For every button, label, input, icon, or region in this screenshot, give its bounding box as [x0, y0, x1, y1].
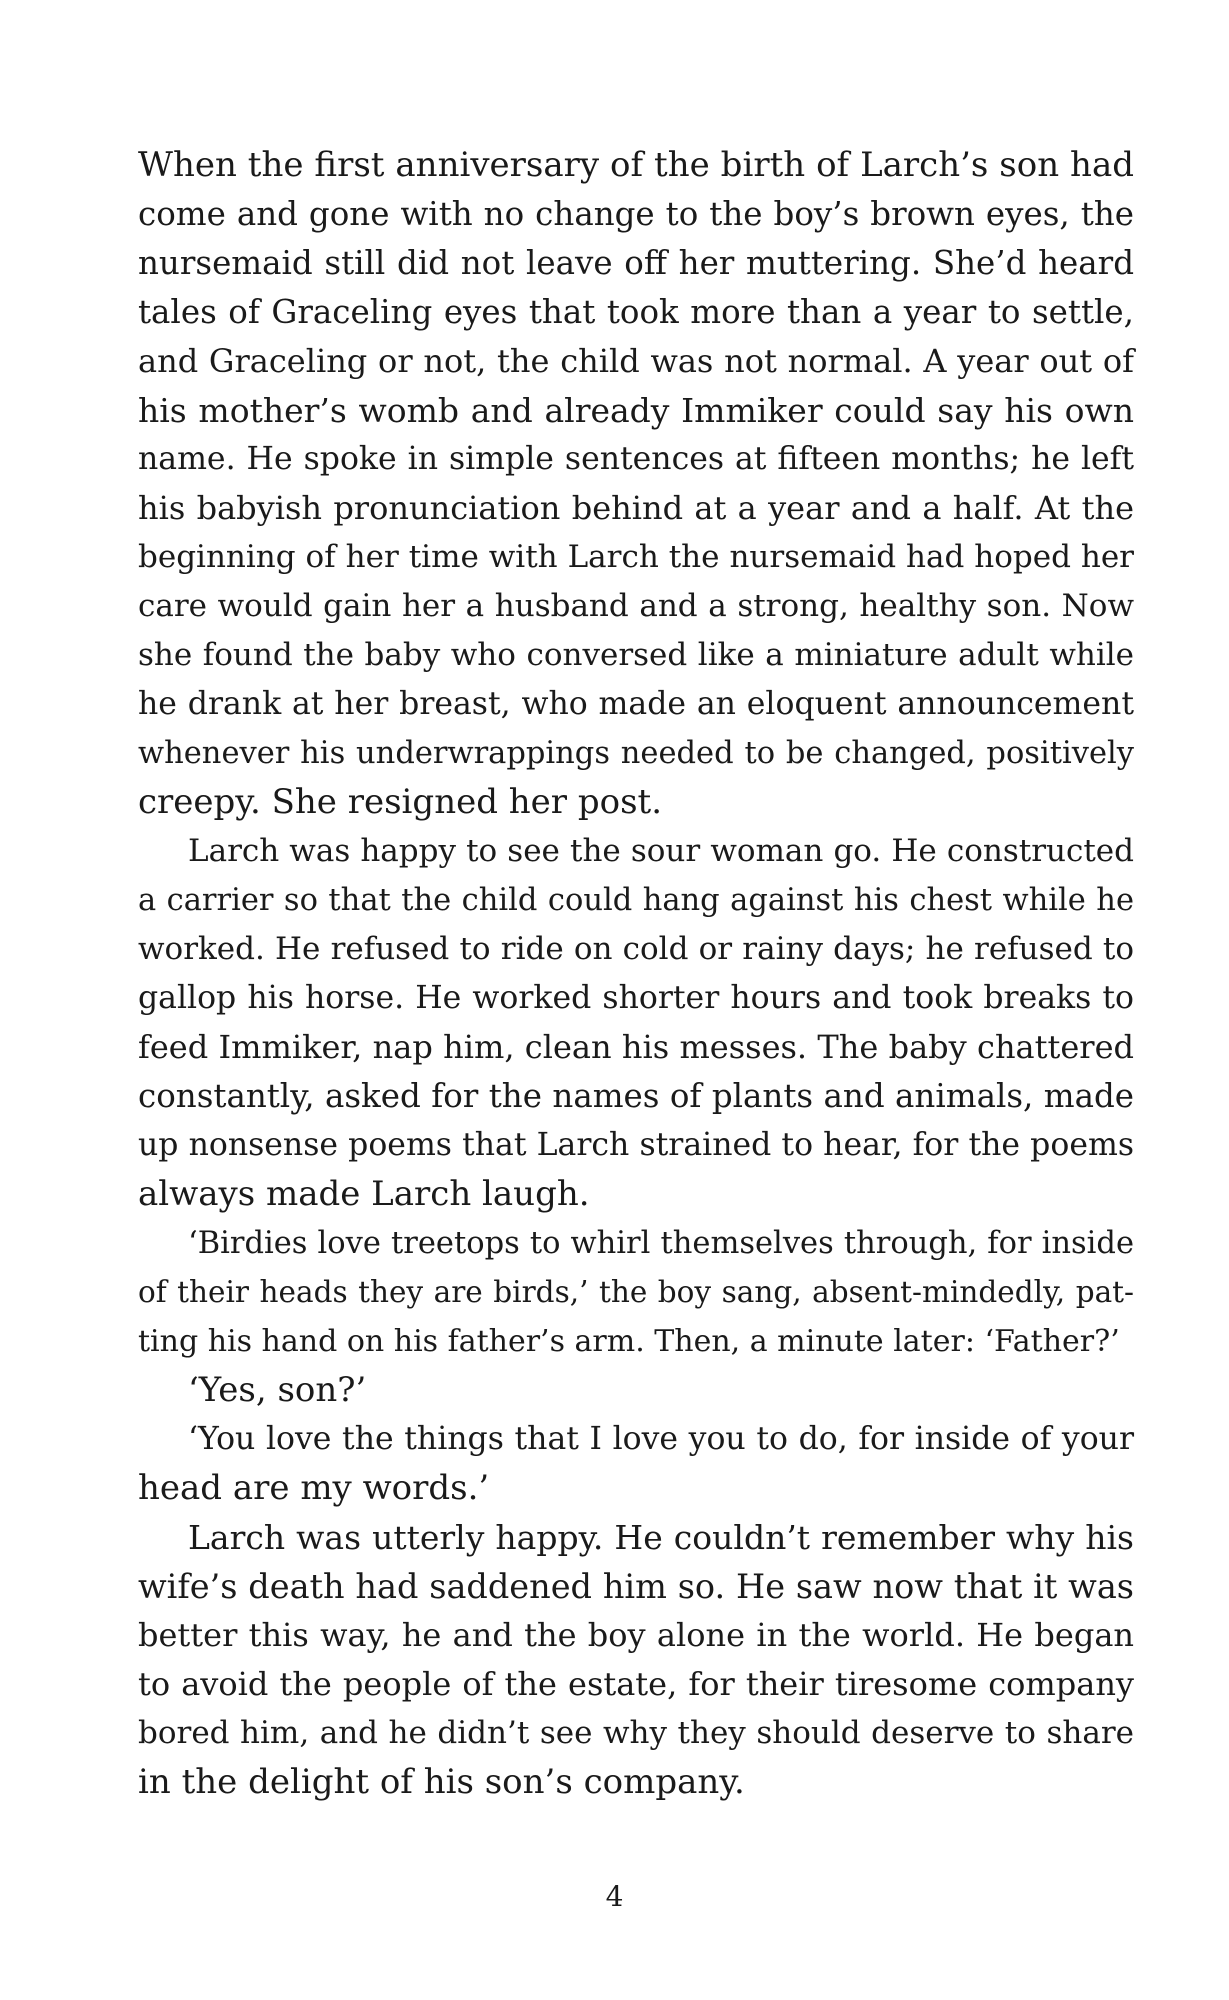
text-line: better this way, he and the boy alone in the world. He began — [138, 1616, 1134, 1654]
text-line: always made Larch laugh. — [138, 1174, 590, 1214]
text-line: his babyish pronunciation behind at a year and a half. At the — [138, 489, 1134, 527]
text-line: constantly, asked for the names of plants and animals, made — [138, 1077, 1134, 1115]
text-line: to avoid the people of the estate, for their tiresome company — [138, 1665, 1134, 1703]
text-line: he drank at her breast, who made an eloquent announcement — [138, 686, 1134, 722]
text-line: ting his hand on his father’s arm. Then, a minute later: ‘Father?’ — [138, 1324, 1120, 1359]
text-line: care would gain her a husband and a strong, healthy son. Now — [138, 588, 1134, 624]
text-line: ‘You love the things that I love you to do, for inside of your — [188, 1421, 1134, 1457]
text-line: name. He spoke in simple sentences at fifteen months; he left — [138, 441, 1134, 477]
text-line: whenever his underwrappings needed to be changed, positively — [138, 736, 1134, 771]
text-line: When the first anniversary of the birth of Larch’s son had — [138, 145, 1134, 185]
text-line: gallop his horse. He worked shorter hours and took breaks to — [138, 980, 1134, 1016]
text-line: Larch was utterly happy. He couldn’t remember why his — [188, 1518, 1134, 1557]
text-line: she found the baby who conversed like a miniature adult while — [138, 637, 1134, 673]
text-line: feed Immiker, nap him, clean his messes. The baby chattered — [138, 1028, 1134, 1066]
text-line: bored him, and he didn’t see why they should deserve to share — [138, 1715, 1134, 1751]
text-line: and Graceling or not, the child was not normal. A year out of — [138, 342, 1134, 380]
text-line: a carrier so that the child could hang against his chest while he — [138, 883, 1134, 918]
text-line: of their heads they are birds,’ the boy sang, absent-mindedly, pat- — [138, 1275, 1134, 1309]
text-line: wife’s death had saddened him so. He saw now that it was — [138, 1567, 1134, 1606]
paragraph — [138, 1415, 1134, 1513]
page-number: 4 — [605, 1880, 624, 1913]
text-line: beginning of her time with Larch the nursemaid had hoped her — [138, 539, 1134, 575]
text-line: head are my words.’ — [138, 1468, 490, 1508]
body-text — [138, 141, 1134, 1807]
text-line: ‘Yes, son?’ — [188, 1370, 367, 1410]
text-line: ‘Birdies love treetops to whirl themselves through, for inside — [188, 1226, 1134, 1261]
text-line: in the delight of his son’s company. — [138, 1762, 745, 1802]
text-line: tales of Graceling eyes that took more than a year to settle, — [138, 293, 1134, 331]
text-line: up nonsense poems that Larch strained to hear, for the poems — [138, 1127, 1134, 1163]
paragraph — [138, 141, 1134, 827]
text-line: Larch was happy to see the sour woman go. He constructed — [188, 833, 1134, 869]
text-line: creepy. She resigned her post. — [138, 782, 663, 822]
paragraph — [138, 827, 1134, 1219]
paragraph — [138, 1219, 1134, 1366]
text-line: come and gone with no change to the boy’s brown eyes, the — [138, 195, 1134, 233]
text-line: worked. He refused to ride on cold or rainy days; he refused to — [138, 931, 1134, 967]
paragraph — [138, 1366, 1134, 1415]
text-line: his mother’s womb and already Immiker could say his own — [138, 391, 1134, 430]
paragraph — [138, 1513, 1134, 1807]
text-line: nursemaid still did not leave off her muttering. She’d heard — [138, 244, 1134, 282]
